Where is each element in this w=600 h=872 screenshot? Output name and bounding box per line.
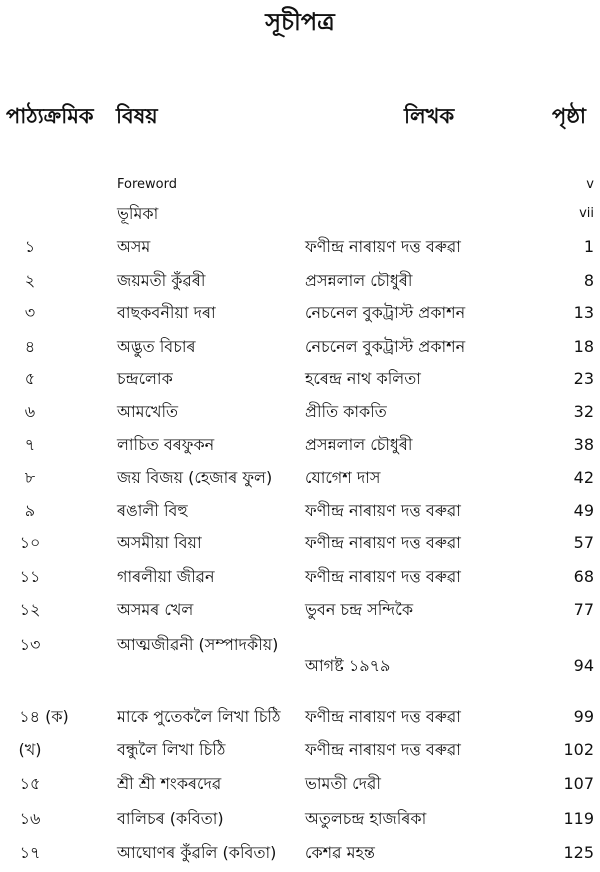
source-date: ভুবন চন্দ্ৰ সন্দিকৈ: [305, 600, 414, 619]
row-serial: ৫: [24, 369, 36, 388]
row-subject: অসম: [117, 237, 151, 256]
row-page: 77: [573, 600, 594, 619]
row-page: 107: [563, 774, 594, 793]
table-row: [0, 634, 600, 688]
row-serial: ১১: [19, 567, 41, 586]
row-serial: ৩: [24, 303, 36, 322]
table-row: [0, 842, 600, 872]
row-page: 18: [573, 337, 594, 356]
row-subject: মাকে পুতেকলৈ লিখা চিঠি: [117, 707, 281, 726]
row-serial: ২: [24, 271, 36, 290]
table-row: [0, 434, 600, 464]
header-author: লিখক: [404, 104, 455, 128]
row-serial: ১৭: [19, 843, 41, 862]
table-row: [0, 467, 600, 497]
row-page: 8: [583, 271, 594, 290]
table-row: [0, 599, 600, 629]
row-author: ফণীন্দ্ৰ নাৰায়ণ দত্ত বৰুৱা: [305, 567, 461, 586]
table-row: [0, 302, 600, 332]
row-subject: অসমীয়া বিয়া: [117, 533, 202, 552]
row-page: 94: [573, 656, 594, 675]
table-row: [0, 236, 600, 266]
row-subject: বন্ধুলৈ লিখা চিঠি: [117, 740, 226, 759]
row-serial: ৪: [24, 337, 36, 356]
table-row: [0, 773, 600, 803]
row-serial: ১: [24, 237, 36, 256]
row-author: কেশৱ মহন্ত: [305, 843, 375, 862]
row-page: v: [586, 177, 594, 192]
row-subject: আমখেতি: [117, 402, 179, 421]
table-row: [0, 500, 600, 530]
row-author: ফণীন্দ্ৰ নাৰায়ণ দত্ত বৰুৱা: [305, 237, 461, 256]
table-row: [0, 401, 600, 431]
row-serial: ১৪ (ক): [19, 707, 69, 726]
row-page: 13: [573, 303, 594, 322]
row-serial: ১৬: [19, 809, 41, 828]
row-subject: লাচিত বৰফুকন: [117, 435, 215, 454]
table-row: [0, 739, 600, 769]
row-author: প্ৰসন্নলাল চৌধুৰী: [305, 435, 413, 454]
row-page: 102: [563, 740, 594, 759]
table-row: [0, 532, 600, 562]
row-subject: বালিচৰ (কবিতা): [117, 809, 224, 828]
table-row: [0, 174, 600, 204]
row-serial: ১৫: [19, 774, 41, 793]
row-author: অতুলচন্দ্ৰ হাজৰিকা: [305, 809, 427, 828]
row-subject: চন্দ্ৰলোক: [117, 369, 173, 388]
row-author: নেচনেল বুকট্ৰাস্ট প্ৰকাশন: [305, 337, 466, 356]
row-subject: শ্ৰী শ্ৰী শংকৰদেৱ: [117, 774, 222, 793]
row-page: 125: [563, 843, 594, 862]
row-page: 32: [573, 402, 594, 421]
row-author: [305, 599, 413, 621]
row-author: যোগেশ দাস: [305, 468, 381, 487]
table-row: [0, 808, 600, 838]
row-serial: ১২: [19, 600, 41, 619]
row-serial: ৭: [24, 435, 36, 454]
table-row: [0, 706, 600, 736]
row-serial: ১৩: [19, 635, 41, 654]
row-page: vii: [579, 206, 594, 221]
row-subject: ৰঙালী বিহু: [117, 501, 188, 520]
row-subject: আঘোণৰ কুঁৱলি (কবিতা): [117, 843, 277, 862]
row-subject: ভূমিকা: [117, 204, 159, 223]
table-row: [0, 566, 600, 596]
row-subject: অদ্ভুত বিচাৰ: [117, 337, 196, 356]
row-serial: (খ): [18, 740, 42, 759]
table-row: [0, 368, 600, 398]
table-row: [0, 203, 600, 233]
page-title: সূচীপত্র: [265, 8, 335, 36]
row-subject: আত্মজীৱনী (সম্পাদকীয়): [117, 635, 279, 654]
row-author: ফণীন্দ্ৰ নাৰায়ণ দত্ত বৰুৱা: [305, 707, 461, 726]
row-author: ফণীন্দ্ৰ নাৰায়ণ দত্ত বৰুৱা: [305, 501, 461, 520]
row-subject: গাৰলীয়া জীৱন: [117, 567, 215, 586]
table-row: [0, 270, 600, 300]
row-serial: ৮: [24, 468, 36, 487]
row-serial: ৯: [24, 501, 36, 520]
row-author: প্ৰসন্নলাল চৌধুৰী: [305, 271, 413, 290]
row-author: ভামতী দেৱী: [305, 774, 381, 793]
row-author: আগষ্ট ১৯৭৯: [305, 656, 391, 675]
row-page: 57: [573, 533, 594, 552]
row-author: ফণীন্দ্ৰ নাৰায়ণ দত্ত বৰুৱা: [305, 740, 461, 759]
header-subject: বিষয়: [116, 104, 158, 128]
row-page: 1: [583, 237, 594, 256]
row-serial: ১০: [19, 533, 41, 552]
header-page: পৃষ্ঠা: [552, 104, 587, 128]
row-page: 68: [573, 567, 594, 586]
row-page: 99: [573, 707, 594, 726]
row-author: ফণীন্দ্ৰ নাৰায়ণ দত্ত বৰুৱা: [305, 533, 461, 552]
row-author: নেচনেল বুকট্ৰাস্ট প্ৰকাশন: [305, 303, 466, 322]
row-subject: বাছকবনীয়া দৰা: [117, 303, 216, 322]
row-page: 42: [573, 468, 594, 487]
row-page: 38: [573, 435, 594, 454]
row-page: 119: [563, 809, 594, 828]
table-row: [0, 336, 600, 366]
row-author: প্ৰীতি কাকতি: [305, 402, 387, 421]
row-serial: ৬: [24, 402, 36, 421]
row-subject: অসমৰ খেল: [117, 600, 194, 619]
row-subject: জয়মতী কুঁৱৰী: [117, 271, 206, 290]
row-subject: জয় বিজয় (হেজাৰ ফুল): [117, 468, 273, 487]
row-page: 49: [573, 501, 594, 520]
header-serial: পাঠ্যক্রমিক: [6, 104, 94, 128]
row-author: হৰেন্দ্ৰ নাথ কলিতা: [305, 369, 421, 388]
row-subject: Foreword: [117, 177, 177, 192]
row-page: 23: [573, 369, 594, 388]
